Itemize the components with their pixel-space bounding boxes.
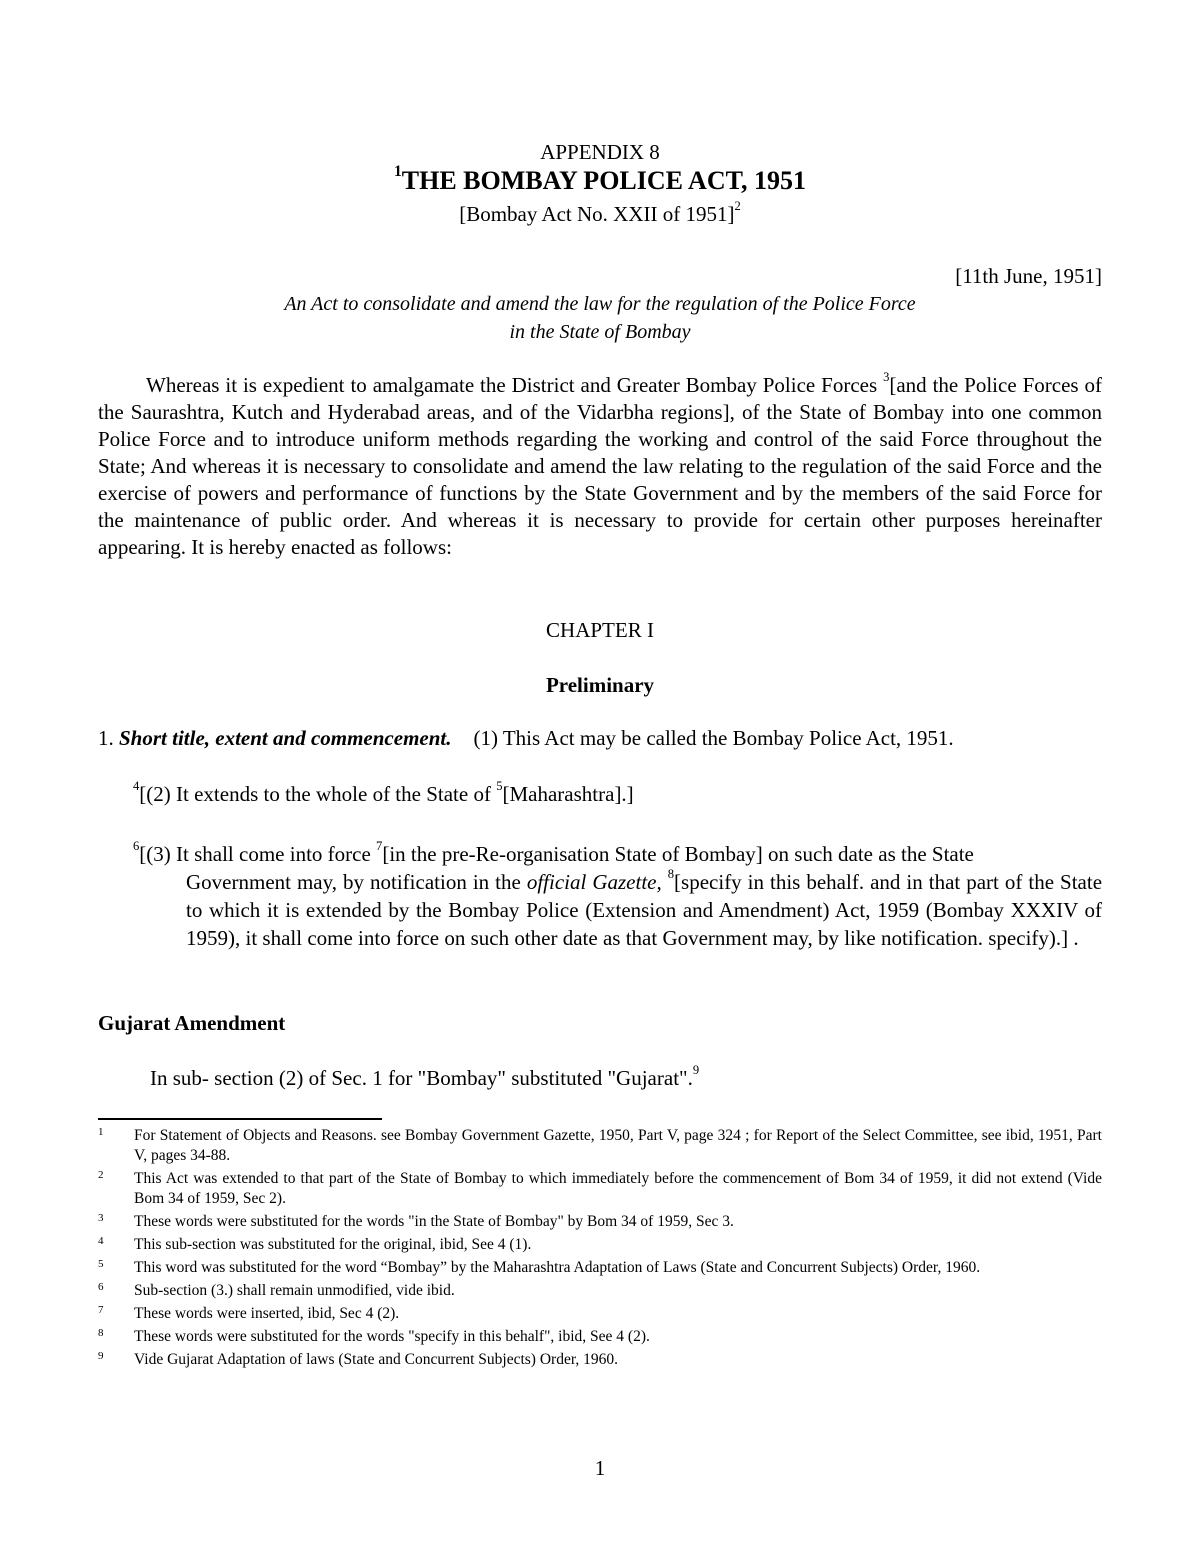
footnote [98, 1304, 1102, 1324]
subsection-2-part-1: [(2) It extends to the whole of the State of [139, 782, 497, 806]
subsection-3-continuation [133, 868, 1102, 952]
footnote [98, 1126, 1102, 1166]
footnote-text: Vide Gujarat Adaptation of laws (State and Concurrent Subjects) Order, 1960. [134, 1351, 618, 1368]
footnote-number: 7 [98, 1304, 104, 1316]
preamble-part-2: [and the Police Forces of the Saurashtra, Kutch and Hyderabad areas, and of the Vidarbha regions], of the State of Bombay into one common Police Force and to introduce uniform methods regarding the working and control of the said Force throughout the State; And whereas it is necessary to consolidate and amend the law relating to the regulation of the said Force and the exercise of powers and performance of functions by the State Government and by the members of the said Force for the maintenance of public order. And whereas it is necessary to provide for certain other purposes hereinafter appearing. It is hereby enacted as follows: [98, 373, 1102, 559]
page-number: 1 [594, 1456, 606, 1480]
long-title-line-2: in the State of Bombay [509, 321, 691, 343]
subsection-2-part-2: [Maharashtra].] [502, 782, 634, 806]
gujarat-amendment-text [150, 1063, 700, 1091]
footnote [98, 1169, 1102, 1209]
section-number: 1. [98, 726, 114, 750]
appendix-label: APPENDIX 8 [540, 140, 660, 164]
footnote-text: These words were inserted, ibid, Sec 4 (2). [134, 1305, 400, 1322]
section-heading: Short title, extent and commencement. [119, 726, 452, 750]
footnote-number: 3 [98, 1212, 104, 1224]
footnote-text: For Statement of Objects and Reasons. see Bombay Government Gazette, 1950, Part V, page 324 ; for Report of the Select Committee, see ibid, 1951, Part V, pages 34-88. [134, 1127, 1102, 1164]
footnote-number: 4 [98, 1235, 104, 1247]
subsection-2 [133, 779, 634, 807]
act-number [0, 199, 1200, 227]
footnote [98, 1235, 1102, 1255]
footnote-ref-7[interactable]: 7 [376, 839, 383, 854]
footnote [98, 1327, 1102, 1347]
preamble-part-1: Whereas it is expedient to amalgamate the District and Greater Bombay Police Forces [146, 373, 884, 397]
footnote-ref-8[interactable]: 8 [667, 867, 675, 882]
chapter-label: CHAPTER I [546, 618, 654, 642]
gujarat-amendment-heading: Gujarat Amendment [98, 1011, 286, 1035]
footnote-ref-9[interactable]: 9 [692, 1063, 700, 1078]
footnote-ref-3[interactable]: 3 [883, 370, 890, 385]
footnote-ref-4[interactable]: 4 [133, 779, 140, 794]
footnote-number: 9 [98, 1350, 104, 1362]
chapter-name: Preliminary [545, 673, 655, 697]
act-title [0, 163, 1200, 196]
footnote-text: These words were substituted for the words "in the State of Bombay" by Bom 34 of 1959, Sec 3. [134, 1213, 734, 1230]
footnote-ref-6[interactable]: 6 [133, 839, 140, 854]
footnote-number: 6 [98, 1281, 104, 1293]
section-1-text: (1) This Act may be called the Bombay Police Act, 1951. [473, 726, 954, 750]
footnote-text: This sub-section was substituted for the original, ibid, See 4 (1). [134, 1236, 532, 1253]
footnote-ref-2[interactable]: 2 [734, 199, 741, 214]
footnote-text: This Act was extended to that part of the State of Bombay to which immediately before the commencement of Bom 34 of 1959, it did not extend (Vide Bom 34 of 1959, Sec 2). [134, 1170, 1102, 1207]
subsection-3-part-2: [in the pre-Re-organisation State of Bombay] on such date as the State [382, 842, 974, 866]
act-number-text: [Bombay Act No. XXII of 1951] [459, 202, 735, 226]
footnote [98, 1350, 1102, 1370]
footnote-text: These words were substituted for the words "specify in this behalf", ibid, See 4 (2). [134, 1328, 650, 1345]
long-title [0, 290, 1200, 346]
act-title-text: THE BOMBAY POLICE ACT, 1951 [401, 166, 807, 195]
footnote [98, 1212, 1102, 1232]
gujarat-amendment-body: In sub- section (2) of Sec. 1 for "Bombay" substituted "Gujarat". [150, 1066, 693, 1090]
footnote-number: 1 [98, 1126, 104, 1138]
footnote-text: Sub-section (3.) shall remain unmodified, vide ibid. [134, 1282, 455, 1299]
footnote-number: 8 [98, 1327, 104, 1339]
footnote-text: This word was substituted for the word “Bombay” by the Maharashtra Adaptation of Laws (State and Concurrent Subjects) Order, 1960. [134, 1259, 981, 1276]
subsection-3-part-1: [(3) It shall come into force [139, 842, 377, 866]
subsection-3-part-3: Government may, by notification in the [186, 870, 527, 894]
footnote [98, 1281, 1102, 1301]
footnote-ref-1[interactable]: 1 [393, 163, 402, 181]
long-title-line-1: An Act to consolidate and amend the law for the regulation of the Police Force [284, 293, 916, 315]
subsection-3-first-line [133, 840, 1102, 868]
footnote-number: 2 [98, 1169, 104, 1181]
subsection-3-part-4: [specify in this behalf. and in that part of the State to which it is extended by the Bombay Police (Extension and Amendment) Act, 1959 (Bombay XXXIV of 1959), it shall come into force on such other date as that Government may, by like notification. specify).] . [186, 870, 1103, 950]
footnotes [98, 1126, 1102, 1373]
footnote [98, 1258, 1102, 1278]
official-gazette-text: official Gazette, [526, 870, 662, 894]
subsection-3 [133, 840, 1102, 952]
footnote-number: 5 [98, 1258, 104, 1270]
section-1 [98, 726, 954, 751]
preamble [98, 372, 1102, 561]
footnote-ref-5[interactable]: 5 [496, 779, 503, 794]
footnote-divider [98, 1118, 382, 1120]
enactment-date: [11th June, 1951] [955, 264, 1102, 288]
